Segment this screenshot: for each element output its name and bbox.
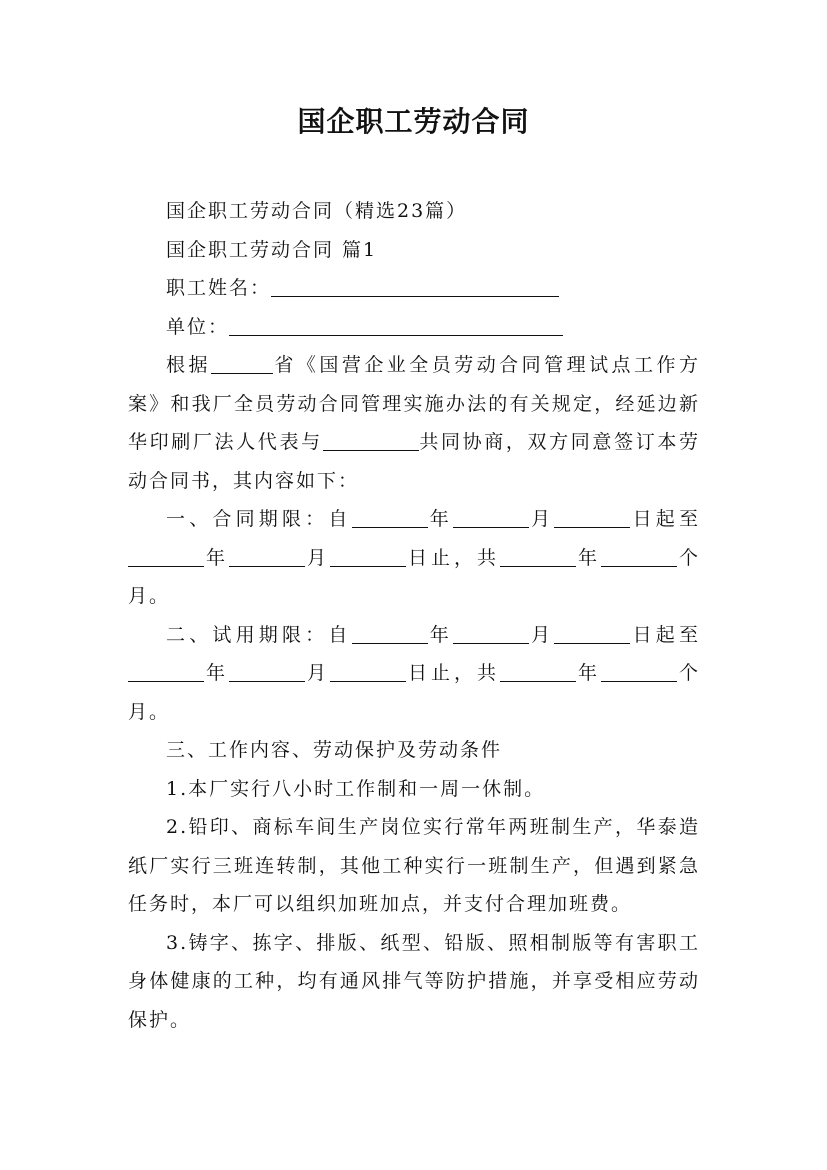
blank: [352, 503, 428, 528]
year-text: 年: [575, 546, 601, 569]
contract-term-label: 一、合同期限：自: [166, 508, 352, 530]
unit-blank: [229, 311, 563, 336]
month-text: 月: [305, 662, 330, 684]
blank: [453, 619, 529, 644]
to-text: 日止，共: [406, 662, 500, 684]
blank: [128, 657, 204, 682]
paragraph-item-1: 1.本厂实行八小时工作制和一周一休制。: [166, 777, 546, 800]
unit-label: 单位：: [166, 315, 230, 338]
blank: [601, 542, 677, 567]
blank: [601, 657, 677, 682]
blank: [128, 542, 204, 567]
document-body: [128, 192, 700, 1039]
blank: [500, 542, 576, 567]
blank: [229, 542, 305, 567]
paragraph-unit: [128, 308, 700, 347]
to-text: 日止，共: [406, 546, 500, 569]
document-title: 国企职工劳动合同: [297, 105, 530, 138]
preamble-part-a: 根据: [166, 354, 211, 376]
year-text: 年: [575, 662, 601, 684]
paragraph-contract-term: [128, 500, 700, 616]
preamble-part-c: 共同协商，双方同意签订本劳动合同书，其内容如下：: [128, 431, 700, 492]
province-blank: [211, 349, 273, 374]
blank: [453, 503, 529, 528]
from-text: 日起至: [630, 623, 700, 646]
blank: [554, 619, 630, 644]
employee-name-blank: [271, 272, 559, 297]
month-text: 月: [528, 623, 555, 646]
paragraph-item-3: 3.铸字、拣字、排版、纸型、铅版、照相制版等有害职工身体健康的工种，均有通风排气等防护措施，并享受相应劳动保护。: [128, 931, 700, 1031]
employee-name-label: 职工姓名：: [166, 277, 272, 299]
party-blank: [323, 426, 419, 451]
blank: [330, 657, 406, 682]
year-text: 年: [427, 508, 453, 530]
blank: [554, 503, 630, 528]
paragraph-item-2: 2.铅印、商标车间生产岗位实行常年两班制生产，华泰造纸厂实行三班连转制，其他工种实行一班制生产，但遇到紧急任务时，本厂可以组织加班加点，并支付合理加班费。: [128, 816, 700, 915]
paragraph-preamble: [128, 346, 700, 500]
paragraph-section-three: 三、工作内容、劳动保护及劳动条件: [166, 739, 503, 761]
year-text: 年: [204, 662, 229, 684]
paragraph-subtitle: 国企职工劳动合同（精选23篇）: [166, 200, 468, 222]
blank: [352, 619, 428, 644]
blank: [500, 657, 576, 682]
month-text: 月: [305, 546, 330, 569]
blank: [229, 657, 305, 682]
year-text: 年: [427, 623, 453, 646]
paragraph-section-heading: 国企职工劳动合同 篇1: [166, 238, 378, 261]
preamble-part-b: 省《国营企业全员劳动合同管理试点工作方案》和我厂全员劳动合同管理实施办法的有关规定，经延边新华印刷厂法人代表与: [128, 354, 700, 453]
unit-text: 个月。: [128, 662, 700, 723]
year-text: 年: [204, 546, 229, 569]
month-text: 月: [528, 508, 555, 530]
paragraph-probation-term: [128, 616, 700, 732]
probation-term-label: 二、试用期限：自: [166, 623, 352, 646]
paragraph-employee-name: [128, 269, 700, 308]
from-text: 日起至: [630, 508, 700, 530]
unit-text: 个月。: [128, 546, 700, 607]
blank: [330, 542, 406, 567]
